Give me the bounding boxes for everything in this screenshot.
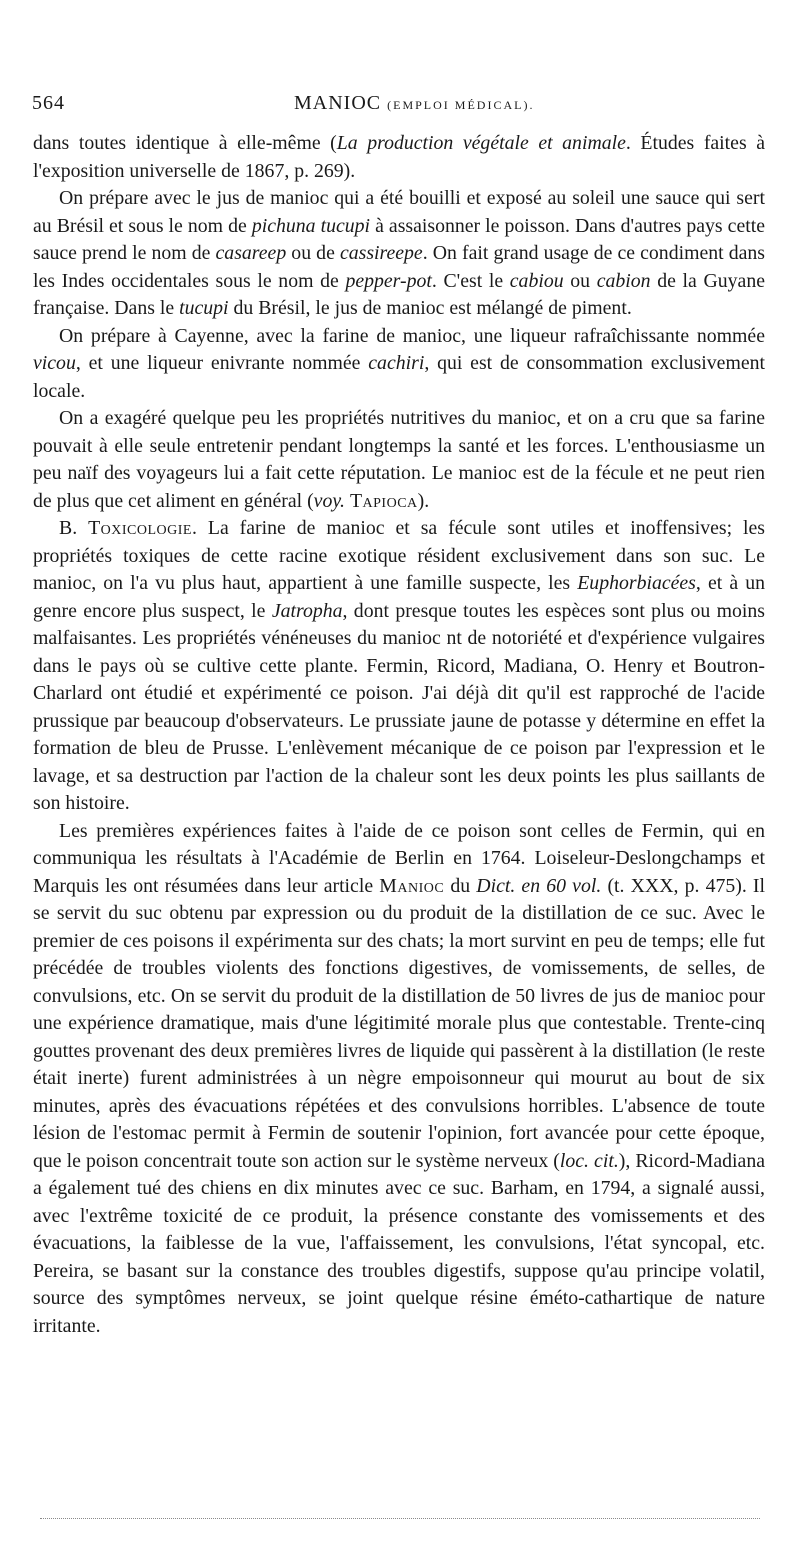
text-segment: B.	[59, 517, 89, 539]
text-segment: On a exagéré quelque peu les propriétés nutritives du manioc, et on a cru que sa farine pouvait à elle seule entretenir pendant longtemps la santé et les forces. L'enthousiasme un peu naïf des voyageurs lui a fait cette réputation. Le manioc est de la fécule et ne peut rien de plus que cet aliment en général (	[33, 407, 765, 512]
text-segment: cabiou	[509, 269, 564, 292]
text-segment: du Brésil, le jus de manioc est mélangé de piment.	[228, 297, 632, 319]
paragraph-p1	[33, 130, 765, 185]
text-segment: . La farine de manioc et sa fécule sont utiles et inoffensives; les propriétés toxiques de cette racine exotique résident exclusivement dans son suc. Le manioc, on l'a vu plus haut, appartient à une famille suspecte, les	[33, 517, 765, 594]
page-number: 564	[32, 92, 65, 114]
text-segment: Les premières expériences faites à l'aide de ce poison sont celles de Fermin, qui en communiqua les résultats à l'Académie de Berlin en 1764. Loiseleur-Deslongchamps et Marquis les ont résumées dans leur article	[33, 819, 765, 897]
paragraph-p2	[33, 185, 765, 323]
running-title-main: MANIOC	[294, 92, 382, 114]
text-segment: cachiri	[368, 352, 425, 374]
text-segment: On prépare à Cayenne, avec la farine de manioc, une liqueur rafraîchissante nommée	[59, 324, 765, 347]
text-segment: cabion	[596, 269, 651, 292]
text-segment: On prépare avec le jus de manioc qui a été bouilli et exposé au soleil une sauce qui sert au Brésil et sous le nom de	[33, 187, 765, 237]
text-segment: dans toutes identique à elle-même (	[33, 132, 337, 154]
text-segment: . On fait grand usage de ce condiment dans les Indes occidentales sous le nom de	[33, 242, 765, 292]
text-segment: ou de	[286, 242, 340, 264]
text-segment: ou	[563, 269, 597, 292]
text-segment: loc. cit.	[559, 1149, 619, 1172]
paragraph-p6	[33, 818, 765, 1341]
text-segment: ).	[417, 489, 430, 512]
paragraph-p4	[33, 405, 765, 515]
text-segment: Dict. en 60 vol.	[476, 874, 602, 897]
text-segment: du	[444, 874, 477, 897]
text-segment: de la Guyane française. Dans le	[33, 269, 765, 319]
text-segment: Toxicologie	[88, 517, 192, 539]
running-title-sub: (EMPLOI MÉDICAL).	[387, 98, 535, 112]
page-header	[32, 92, 767, 122]
paragraph-p3	[33, 323, 765, 406]
text-segment: . Études faites à l'exposition universelle de 1867, p. 269).	[33, 132, 765, 182]
text-segment: Manioc	[379, 874, 445, 897]
text-segment: Tapioca	[349, 489, 418, 512]
running-title	[294, 92, 534, 115]
text-segment: La production végétale et animale	[336, 132, 626, 154]
text-segment: , et une liqueur enivrante nommée	[75, 352, 369, 374]
text-segment: Euphorbiacées	[577, 572, 696, 594]
text-segment: voy.	[313, 489, 345, 512]
text-segment: cassireepe	[339, 242, 423, 264]
paragraph-p5	[33, 515, 765, 818]
text-segment: à assaisonner le poisson. Dans d'autres pays cette sauce prend le nom de	[33, 214, 766, 264]
text-segment: pichuna tucupi	[251, 214, 371, 237]
text-segment: tucupi	[179, 297, 229, 319]
text-segment: ), Ricord-Madiana a également tué des chiens en dix minutes avec ce suc. Barham, en 1794, a signalé aussi, avec l'extrême toxicité de ce produit, la présence constante des vomissements et des évacuations, la faiblesse de la vue, l'affaissement, les convulsions, l'état syncopal, etc. Pereira, se basant sur la constance des troubles digestifs, suppose qu'au principe volatil, source des symptômes nerveux, se joint quelque résine éméto-cathartique de nature irritante.	[33, 1149, 765, 1337]
text-segment: , et à un genre encore plus suspect, le	[33, 572, 765, 622]
text-segment: . C'est le	[431, 269, 510, 292]
bottom-divider	[40, 1518, 760, 1519]
text-segment: vicou	[33, 352, 76, 374]
text-segment: pepper-pot	[345, 269, 432, 292]
text-segment: (t. XXX, p. 475). Il se servit du suc obtenu par expression ou du produit de la distillation de ce suc. Avec le premier de ces poisons il expérimenta sur des chats; la mort survint en peu de temps; elle fut précédée de troubles violents des fonctions digestives, de vomissements, de selles, de convulsions, etc. On se servit du produit de la distillation de 50 livres de jus de manioc pour une expérience dramatique, mais d'une légitimité morale plus que contestable. Trente-cinq gouttes provenant des deux premières livres de liquide qui passèrent à la distillation (le reste était inerte) furent administrées à un nègre empoisonneur qui mourut au bout de six minutes, après des évacuations répétées et des convulsions horribles. L'absence de toute lésion de l'estomac permit à Fermin de soutenir l'opinion, fort avancée pour cette époque, que le poison concentrait toute son action sur le système nerveux (	[33, 874, 766, 1172]
text-segment: , qui est de consommation exclusivement locale.	[33, 352, 765, 402]
text-segment: , dont presque toutes les espèces sont plus ou moins malfaisantes. Les propriétés vénéneuses du manioc nt de notoriété et d'expérience vulgaires dans le pays où se cultive cette plante. Fermin, Ricord, Madiana, O. Henry et Boutron-Charlard ont étudié et expérimenté ce poison. J'ai déjà dit qu'il est rapproché de l'acide prussique par beaucoup d'observateurs. Le prussiate jaune de potasse y détermine en effet la formation de bleu de Prusse. L'enlèvement mécanique de ce poison par l'expression et le lavage, et sa destruction par l'action de la chaleur sont les deux points les plus saillants de son histoire.	[33, 599, 765, 814]
body-text	[33, 130, 765, 1340]
text-segment: casareep	[215, 242, 287, 264]
text-segment: Jatropha	[271, 599, 343, 622]
